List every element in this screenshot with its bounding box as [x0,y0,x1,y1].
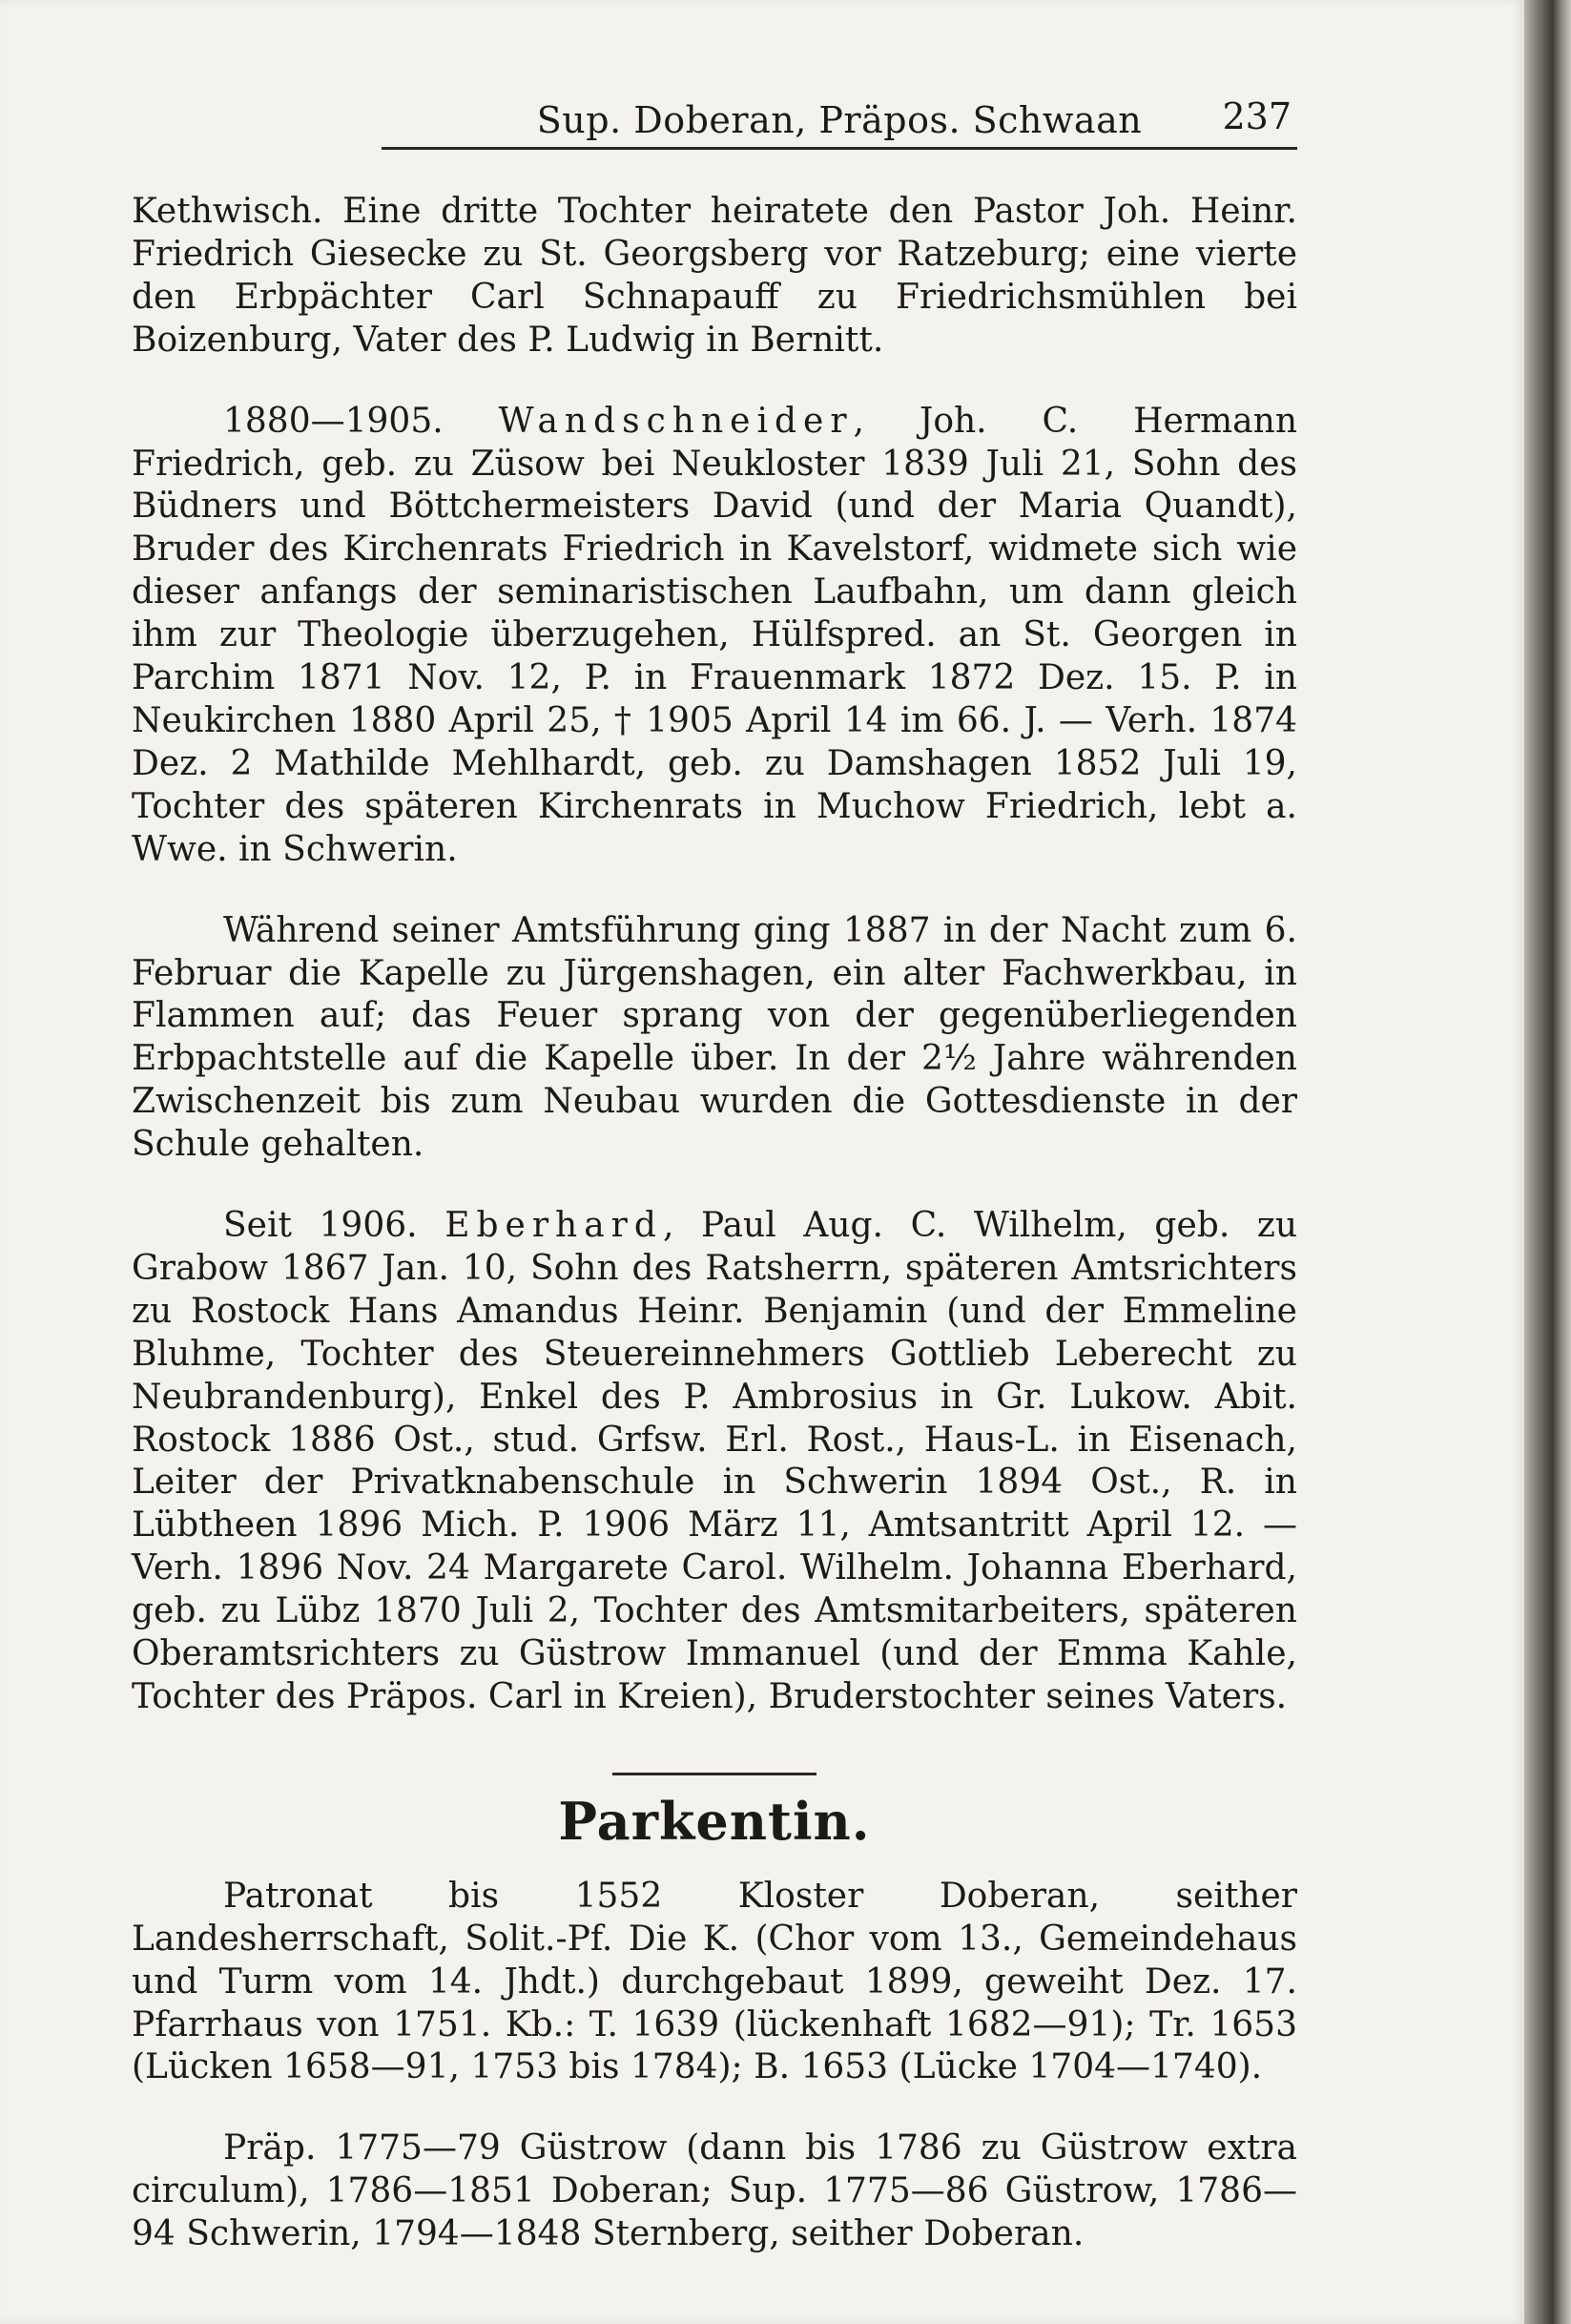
page-number: 237 [1222,95,1292,137]
paragraph-fire: Während seiner Amtsführung ging 1887 in der Nacht zum 6. Februar die Kapelle zu Jürgenshagen, ein alter Fachwerkbau, in Flammen auf; das Feuer sprang von der gegenüberliegenden Erbpachtstelle auf die Kapelle über. In der 2½ Jahre währenden Zwischenzeit bis zum Neubau wurden die Gottesdienste in der Schule gehalten. [132,910,1297,1165]
pastor-biography: , Paul Aug. C. Wilhelm, geb. zu Grabow 1867 Jan. 10, Sohn des Ratsherrn, späteren Amtsrichters zu Rostock Hans Amandus Heinr. Benjamin (und der Emmeline Bluhme, Tochter des Steuereinnehmers Gottlieb Leberecht zu Neubrandenburg), Enkel des P. Ambrosius in Gr. Lukow. Abit. Rostock 1886 Ost., stud. Grfsw. Erl. Rost., Haus-L. in Eisenach, Leiter der Privatknabenschule in Schwerin 1894 Ost., R. in Lübtheen 1896 Mich. P. 1906 März 11, Amtsantritt April 12. — Verh. 1896 Nov. 24 Margarete Carol. Wilhelm. Johanna Eberhard, geb. zu Lübz 1870 Juli 2, Tochter des Amtsmitarbeiters, späteren Oberamtsrichters zu Güstrow Immanuel (und der Emma Kahle, Tochter des Präpos. Carl in Kreien), Bruderstochter seines Vaters. [132,1206,1297,1716]
paragraph-praepositur: Präp. 1775—79 Güstrow (dann bis 1786 zu Güstrow extra circulum), 1786—1851 Doberan; Sup. 1775—86 Güstrow, 1786—94 Schwerin, 1794—1848 Sternberg, seither Doberan. [132,2128,1297,2254]
paragraph-continuation: Kethwisch. Eine dritte Tochter heiratete den Pastor Joh. Heinr. Friedrich Giesecke zu St. Georgsberg vor Ratzeburg; eine vierte den Erbpächter Carl Schnapauff zu Friedrichsmühlen bei Boizenburg, Vater des P. Ludwig in Bernitt. [132,192,1297,360]
section-divider [612,1773,817,1775]
pastor-surname: Eberhard [444,1206,663,1246]
tenure-years: 1880—1905. [223,401,444,441]
paragraph-patronat: Patronat bis 1552 Kloster Doberan, seither Landesherrschaft, Solit.-Pf. Die K. (Chor vom 13., Gemeindehaus und Turm vom 14. Jhdt.) durchgebaut 1899, geweiht Dez. 17. Pfarrhaus von 1751. Kb.: T. 1639 (lückenhaft 1682—91); Tr. 1653 (Lücken 1658—91, 1753 bis 1784); B. 1653 (Lücke 1704—1740). [132,1876,1297,2087]
pastor-biography: , Joh. C. Hermann Friedrich, geb. zu Züsow bei Neukloster 1839 Juli 21, Sohn des Büdners und Böttchermeisters David (und der Maria Quandt), Bruder des Kirchenrats Friedrich in Kavelstorf, widmete sich wie dieser anfangs der seminaristischen Laufbahn, um dann gleich ihm zur Theologie überzugehen, Hülfspred. an St. Georgen in Parchim 1871 Nov. 12, P. in Frauenmark 1872 Dez. 15. P. in Neukirchen 1880 April 25, † 1905 April 14 im 66. J. — Verh. 1874 Dez. 2 Mathilde Mehlhardt, geb. zu Damshagen 1852 Juli 19, Tochter des späteren Kirchenrats in Muchow Friedrich, lebt a. Wwe. in Schwerin. [132,401,1297,869]
book-binding-edge [1524,0,1571,2324]
section-title: Parkentin. [558,1790,871,1852]
pastor-surname: Wandschneider [498,401,854,441]
running-header [382,93,1297,150]
paragraph-eberhard [132,1205,1297,1719]
body-text [132,191,1297,2294]
tenure-years: Seit 1906. [223,1206,418,1246]
header-title: Sup. Doberan, Präpos. Schwaan [536,99,1143,141]
paragraph-wandschneider [132,401,1297,872]
